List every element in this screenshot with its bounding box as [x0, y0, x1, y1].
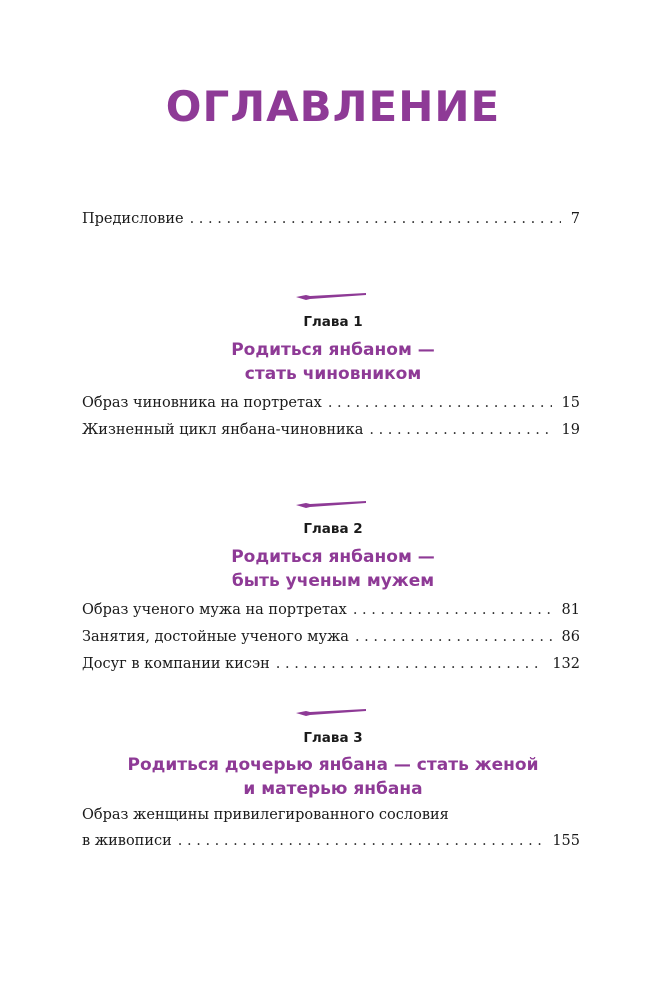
- dot-leader: [353, 601, 552, 619]
- entry-page: 86: [561, 629, 580, 645]
- heading-line: стать чиновником: [244, 364, 422, 384]
- page-title: ОГЛАВЛЕНИЕ: [165, 82, 501, 131]
- entry-title: Предисловие: [82, 211, 184, 227]
- entry-page: 155: [552, 833, 580, 849]
- dot-leader: [355, 628, 552, 646]
- brush-icon: [296, 292, 368, 302]
- dot-leader: [276, 655, 543, 673]
- entry-title: Образ ученого мужа на портретах: [82, 602, 347, 618]
- entry-title: Жизненный цикл янбана-чиновника: [82, 422, 364, 438]
- toc-entry[interactable]: [82, 394, 580, 412]
- entry-title: Образ чиновника на портретах: [82, 395, 322, 411]
- toc-entry-preface[interactable]: [82, 210, 580, 228]
- chapter-label: Глава 2: [303, 521, 363, 537]
- brush-icon: [296, 708, 368, 718]
- chapter-heading: [0, 338, 666, 386]
- dot-leader: [178, 832, 543, 850]
- chapter-heading: [0, 545, 666, 593]
- dot-leader: [369, 421, 551, 439]
- entry-page: 132: [552, 656, 580, 672]
- entry-title: Досуг в компании кисэн: [82, 656, 270, 672]
- toc-entry[interactable]: [82, 601, 580, 619]
- heading-line: Родиться дочерью янбана — стать женой: [127, 755, 539, 775]
- toc-entry[interactable]: [82, 421, 580, 439]
- heading-line: Родиться янбаном —: [231, 547, 435, 567]
- dot-leader: [190, 210, 561, 228]
- toc-entry[interactable]: [82, 806, 580, 850]
- entry-title: Занятия, достойные ученого мужа: [82, 629, 349, 645]
- dot-leader: [328, 394, 552, 412]
- brush-icon: [296, 500, 368, 510]
- entry-title: Образ женщины привилегированного сословия: [82, 807, 449, 823]
- entry-page: 19: [561, 422, 580, 438]
- entry-page: 7: [570, 211, 580, 227]
- chapter-label: Глава 1: [303, 314, 363, 330]
- entry-title-cont: в живописи: [82, 833, 172, 849]
- toc-entry[interactable]: [82, 655, 580, 673]
- chapter-heading: [0, 753, 666, 801]
- heading-line: быть ученым мужем: [231, 571, 435, 591]
- heading-line: Родиться янбаном —: [231, 340, 435, 360]
- entry-page: 15: [561, 395, 580, 411]
- heading-line: и матерью янбана: [243, 779, 423, 799]
- toc-entry[interactable]: [82, 628, 580, 646]
- entry-page: 81: [561, 602, 580, 618]
- chapter-label: Глава 3: [303, 730, 363, 746]
